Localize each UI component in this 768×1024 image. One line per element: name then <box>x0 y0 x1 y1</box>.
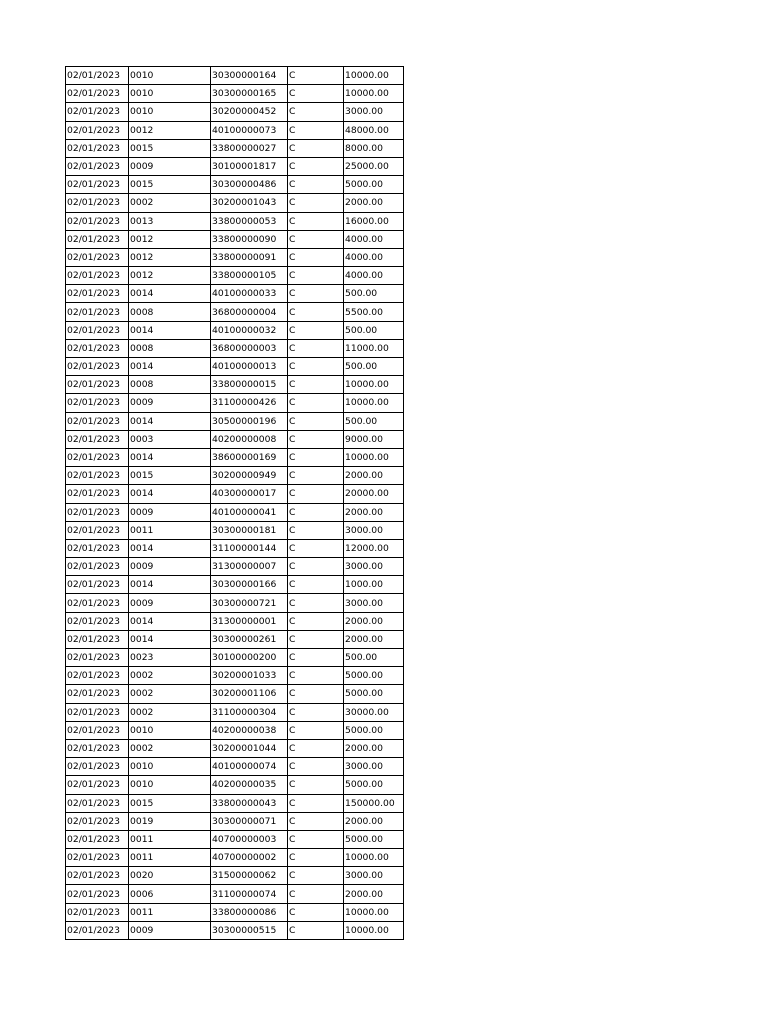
type-cell: C <box>288 576 344 594</box>
type-cell: C <box>288 521 344 539</box>
date-cell: 02/01/2023 <box>66 303 129 321</box>
table-row <box>66 430 404 448</box>
branch-code-cell: 0010 <box>129 721 211 739</box>
branch-code-cell: 0015 <box>129 176 211 194</box>
type-cell: C <box>288 103 344 121</box>
branch-code-cell: 0008 <box>129 303 211 321</box>
branch-code-cell: 0002 <box>129 194 211 212</box>
type-cell: C <box>288 776 344 794</box>
table-row <box>66 885 404 903</box>
date-cell: 02/01/2023 <box>66 376 129 394</box>
account-number-cell: 30300000164 <box>211 67 288 85</box>
table-row <box>66 739 404 757</box>
account-number-cell: 30200000452 <box>211 103 288 121</box>
amount-cell: 8000.00 <box>344 139 404 157</box>
branch-code-cell: 0002 <box>129 667 211 685</box>
account-number-cell: 31100000304 <box>211 703 288 721</box>
table-row <box>66 321 404 339</box>
type-cell: C <box>288 212 344 230</box>
type-cell: C <box>288 867 344 885</box>
table-row <box>66 558 404 576</box>
table-row <box>66 467 404 485</box>
type-cell: C <box>288 649 344 667</box>
table-row <box>66 121 404 139</box>
date-cell: 02/01/2023 <box>66 394 129 412</box>
type-cell: C <box>288 685 344 703</box>
account-number-cell: 30300000165 <box>211 85 288 103</box>
amount-cell: 10000.00 <box>344 67 404 85</box>
account-number-cell: 30300000181 <box>211 521 288 539</box>
amount-cell: 3000.00 <box>344 103 404 121</box>
account-number-cell: 40100000041 <box>211 503 288 521</box>
date-cell: 02/01/2023 <box>66 121 129 139</box>
branch-code-cell: 0011 <box>129 830 211 848</box>
type-cell: C <box>288 230 344 248</box>
table-row <box>66 485 404 503</box>
amount-cell: 5000.00 <box>344 830 404 848</box>
amount-cell: 500.00 <box>344 285 404 303</box>
account-number-cell: 38600000169 <box>211 448 288 466</box>
table-row <box>66 339 404 357</box>
type-cell: C <box>288 558 344 576</box>
amount-cell: 5000.00 <box>344 685 404 703</box>
branch-code-cell: 0008 <box>129 339 211 357</box>
branch-code-cell: 0014 <box>129 485 211 503</box>
type-cell: C <box>288 139 344 157</box>
table-row <box>66 358 404 376</box>
date-cell: 02/01/2023 <box>66 212 129 230</box>
amount-cell: 10000.00 <box>344 376 404 394</box>
date-cell: 02/01/2023 <box>66 612 129 630</box>
branch-code-cell: 0009 <box>129 394 211 412</box>
branch-code-cell: 0014 <box>129 448 211 466</box>
account-number-cell: 33800000027 <box>211 139 288 157</box>
account-number-cell: 30100000200 <box>211 649 288 667</box>
table-row <box>66 412 404 430</box>
table-row <box>66 448 404 466</box>
date-cell: 02/01/2023 <box>66 703 129 721</box>
account-number-cell: 33800000091 <box>211 248 288 266</box>
amount-cell: 10000.00 <box>344 448 404 466</box>
account-number-cell: 40200000038 <box>211 721 288 739</box>
type-cell: C <box>288 157 344 175</box>
type-cell: C <box>288 503 344 521</box>
amount-cell: 5000.00 <box>344 776 404 794</box>
date-cell: 02/01/2023 <box>66 830 129 848</box>
branch-code-cell: 0014 <box>129 285 211 303</box>
branch-code-cell: 0020 <box>129 867 211 885</box>
type-cell: C <box>288 121 344 139</box>
type-cell: C <box>288 812 344 830</box>
branch-code-cell: 0010 <box>129 758 211 776</box>
type-cell: C <box>288 412 344 430</box>
amount-cell: 4000.00 <box>344 267 404 285</box>
date-cell: 02/01/2023 <box>66 230 129 248</box>
table-row <box>66 103 404 121</box>
type-cell: C <box>288 430 344 448</box>
branch-code-cell: 0010 <box>129 776 211 794</box>
type-cell: C <box>288 794 344 812</box>
account-number-cell: 36800000004 <box>211 303 288 321</box>
table-row <box>66 685 404 703</box>
amount-cell: 2000.00 <box>344 194 404 212</box>
amount-cell: 4000.00 <box>344 230 404 248</box>
table-row <box>66 903 404 921</box>
date-cell: 02/01/2023 <box>66 776 129 794</box>
date-cell: 02/01/2023 <box>66 485 129 503</box>
branch-code-cell: 0006 <box>129 885 211 903</box>
amount-cell: 10000.00 <box>344 921 404 939</box>
account-number-cell: 40100000032 <box>211 321 288 339</box>
date-cell: 02/01/2023 <box>66 358 129 376</box>
account-number-cell: 31100000074 <box>211 885 288 903</box>
branch-code-cell: 0014 <box>129 612 211 630</box>
amount-cell: 10000.00 <box>344 85 404 103</box>
amount-cell: 48000.00 <box>344 121 404 139</box>
amount-cell: 10000.00 <box>344 903 404 921</box>
date-cell: 02/01/2023 <box>66 430 129 448</box>
account-number-cell: 30300000261 <box>211 630 288 648</box>
account-number-cell: 30200001043 <box>211 194 288 212</box>
date-cell: 02/01/2023 <box>66 903 129 921</box>
table-row <box>66 521 404 539</box>
table-row <box>66 503 404 521</box>
type-cell: C <box>288 358 344 376</box>
amount-cell: 5000.00 <box>344 721 404 739</box>
amount-cell: 2000.00 <box>344 812 404 830</box>
table-row <box>66 758 404 776</box>
type-cell: C <box>288 630 344 648</box>
amount-cell: 4000.00 <box>344 248 404 266</box>
date-cell: 02/01/2023 <box>66 576 129 594</box>
branch-code-cell: 0012 <box>129 230 211 248</box>
date-cell: 02/01/2023 <box>66 285 129 303</box>
table-row <box>66 85 404 103</box>
date-cell: 02/01/2023 <box>66 321 129 339</box>
branch-code-cell: 0002 <box>129 739 211 757</box>
account-number-cell: 33800000086 <box>211 903 288 921</box>
account-number-cell: 36800000003 <box>211 339 288 357</box>
account-number-cell: 30300000166 <box>211 576 288 594</box>
date-cell: 02/01/2023 <box>66 594 129 612</box>
date-cell: 02/01/2023 <box>66 667 129 685</box>
date-cell: 02/01/2023 <box>66 539 129 557</box>
type-cell: C <box>288 67 344 85</box>
type-cell: C <box>288 194 344 212</box>
branch-code-cell: 0014 <box>129 321 211 339</box>
table-row <box>66 594 404 612</box>
branch-code-cell: 0011 <box>129 521 211 539</box>
branch-code-cell: 0012 <box>129 121 211 139</box>
table-row <box>66 703 404 721</box>
type-cell: C <box>288 921 344 939</box>
amount-cell: 10000.00 <box>344 849 404 867</box>
date-cell: 02/01/2023 <box>66 176 129 194</box>
table-row <box>66 830 404 848</box>
account-number-cell: 30200000949 <box>211 467 288 485</box>
branch-code-cell: 0019 <box>129 812 211 830</box>
table-row <box>66 176 404 194</box>
type-cell: C <box>288 849 344 867</box>
amount-cell: 12000.00 <box>344 539 404 557</box>
amount-cell: 3000.00 <box>344 758 404 776</box>
table-row <box>66 849 404 867</box>
transactions-table-body <box>66 67 404 940</box>
date-cell: 02/01/2023 <box>66 794 129 812</box>
branch-code-cell: 0014 <box>129 358 211 376</box>
account-number-cell: 31100000426 <box>211 394 288 412</box>
branch-code-cell: 0015 <box>129 794 211 812</box>
branch-code-cell: 0009 <box>129 921 211 939</box>
amount-cell: 150000.00 <box>344 794 404 812</box>
account-number-cell: 30300000071 <box>211 812 288 830</box>
table-row <box>66 212 404 230</box>
type-cell: C <box>288 267 344 285</box>
amount-cell: 3000.00 <box>344 594 404 612</box>
amount-cell: 500.00 <box>344 358 404 376</box>
table-row <box>66 157 404 175</box>
account-number-cell: 40700000002 <box>211 849 288 867</box>
account-number-cell: 40300000017 <box>211 485 288 503</box>
branch-code-cell: 0012 <box>129 267 211 285</box>
type-cell: C <box>288 321 344 339</box>
amount-cell: 500.00 <box>344 649 404 667</box>
date-cell: 02/01/2023 <box>66 812 129 830</box>
date-cell: 02/01/2023 <box>66 685 129 703</box>
amount-cell: 1000.00 <box>344 576 404 594</box>
transactions-table <box>65 66 404 940</box>
date-cell: 02/01/2023 <box>66 521 129 539</box>
amount-cell: 30000.00 <box>344 703 404 721</box>
type-cell: C <box>288 903 344 921</box>
type-cell: C <box>288 376 344 394</box>
amount-cell: 20000.00 <box>344 485 404 503</box>
account-number-cell: 40700000003 <box>211 830 288 848</box>
branch-code-cell: 0015 <box>129 467 211 485</box>
date-cell: 02/01/2023 <box>66 339 129 357</box>
table-row <box>66 612 404 630</box>
account-number-cell: 40100000073 <box>211 121 288 139</box>
branch-code-cell: 0003 <box>129 430 211 448</box>
branch-code-cell: 0014 <box>129 412 211 430</box>
branch-code-cell: 0014 <box>129 539 211 557</box>
table-row <box>66 194 404 212</box>
type-cell: C <box>288 248 344 266</box>
branch-code-cell: 0023 <box>129 649 211 667</box>
amount-cell: 5500.00 <box>344 303 404 321</box>
date-cell: 02/01/2023 <box>66 558 129 576</box>
date-cell: 02/01/2023 <box>66 503 129 521</box>
branch-code-cell: 0010 <box>129 67 211 85</box>
account-number-cell: 30500000196 <box>211 412 288 430</box>
account-number-cell: 33800000053 <box>211 212 288 230</box>
date-cell: 02/01/2023 <box>66 194 129 212</box>
account-number-cell: 33800000043 <box>211 794 288 812</box>
amount-cell: 2000.00 <box>344 467 404 485</box>
date-cell: 02/01/2023 <box>66 885 129 903</box>
amount-cell: 9000.00 <box>344 430 404 448</box>
date-cell: 02/01/2023 <box>66 267 129 285</box>
amount-cell: 3000.00 <box>344 867 404 885</box>
amount-cell: 11000.00 <box>344 339 404 357</box>
account-number-cell: 31500000062 <box>211 867 288 885</box>
date-cell: 02/01/2023 <box>66 721 129 739</box>
amount-cell: 2000.00 <box>344 885 404 903</box>
table-row <box>66 921 404 939</box>
type-cell: C <box>288 721 344 739</box>
branch-code-cell: 0012 <box>129 248 211 266</box>
type-cell: C <box>288 448 344 466</box>
account-number-cell: 30200001106 <box>211 685 288 703</box>
amount-cell: 3000.00 <box>344 558 404 576</box>
type-cell: C <box>288 339 344 357</box>
amount-cell: 2000.00 <box>344 630 404 648</box>
date-cell: 02/01/2023 <box>66 248 129 266</box>
type-cell: C <box>288 539 344 557</box>
date-cell: 02/01/2023 <box>66 739 129 757</box>
table-row <box>66 812 404 830</box>
type-cell: C <box>288 703 344 721</box>
amount-cell: 25000.00 <box>344 157 404 175</box>
branch-code-cell: 0009 <box>129 503 211 521</box>
type-cell: C <box>288 467 344 485</box>
type-cell: C <box>288 285 344 303</box>
account-number-cell: 40200000035 <box>211 776 288 794</box>
table-row <box>66 776 404 794</box>
branch-code-cell: 0010 <box>129 85 211 103</box>
account-number-cell: 40100000033 <box>211 285 288 303</box>
type-cell: C <box>288 830 344 848</box>
table-row <box>66 139 404 157</box>
account-number-cell: 33800000105 <box>211 267 288 285</box>
type-cell: C <box>288 594 344 612</box>
table-row <box>66 649 404 667</box>
date-cell: 02/01/2023 <box>66 157 129 175</box>
amount-cell: 5000.00 <box>344 176 404 194</box>
type-cell: C <box>288 485 344 503</box>
date-cell: 02/01/2023 <box>66 758 129 776</box>
branch-code-cell: 0009 <box>129 558 211 576</box>
account-number-cell: 31100000144 <box>211 539 288 557</box>
branch-code-cell: 0014 <box>129 630 211 648</box>
type-cell: C <box>288 885 344 903</box>
branch-code-cell: 0002 <box>129 685 211 703</box>
table-row <box>66 576 404 594</box>
account-number-cell: 40200000008 <box>211 430 288 448</box>
table-row <box>66 721 404 739</box>
account-number-cell: 40100000013 <box>211 358 288 376</box>
account-number-cell: 30200001044 <box>211 739 288 757</box>
date-cell: 02/01/2023 <box>66 467 129 485</box>
table-row <box>66 67 404 85</box>
type-cell: C <box>288 612 344 630</box>
table-row <box>66 539 404 557</box>
date-cell: 02/01/2023 <box>66 649 129 667</box>
type-cell: C <box>288 739 344 757</box>
table-row <box>66 630 404 648</box>
amount-cell: 2000.00 <box>344 503 404 521</box>
table-row <box>66 248 404 266</box>
date-cell: 02/01/2023 <box>66 85 129 103</box>
table-row <box>66 794 404 812</box>
table-row <box>66 267 404 285</box>
date-cell: 02/01/2023 <box>66 412 129 430</box>
amount-cell: 500.00 <box>344 412 404 430</box>
type-cell: C <box>288 758 344 776</box>
date-cell: 02/01/2023 <box>66 67 129 85</box>
table-row <box>66 667 404 685</box>
account-number-cell: 30300000486 <box>211 176 288 194</box>
branch-code-cell: 0010 <box>129 103 211 121</box>
account-number-cell: 40100000074 <box>211 758 288 776</box>
branch-code-cell: 0015 <box>129 139 211 157</box>
table-row <box>66 394 404 412</box>
type-cell: C <box>288 85 344 103</box>
amount-cell: 16000.00 <box>344 212 404 230</box>
account-number-cell: 30200001033 <box>211 667 288 685</box>
amount-cell: 2000.00 <box>344 612 404 630</box>
account-number-cell: 30300000515 <box>211 921 288 939</box>
amount-cell: 500.00 <box>344 321 404 339</box>
amount-cell: 10000.00 <box>344 394 404 412</box>
date-cell: 02/01/2023 <box>66 630 129 648</box>
branch-code-cell: 0014 <box>129 576 211 594</box>
branch-code-cell: 0011 <box>129 903 211 921</box>
account-number-cell: 33800000015 <box>211 376 288 394</box>
table-row <box>66 376 404 394</box>
account-number-cell: 30100001817 <box>211 157 288 175</box>
branch-code-cell: 0002 <box>129 703 211 721</box>
date-cell: 02/01/2023 <box>66 921 129 939</box>
date-cell: 02/01/2023 <box>66 867 129 885</box>
table-row <box>66 303 404 321</box>
branch-code-cell: 0011 <box>129 849 211 867</box>
account-number-cell: 31300000001 <box>211 612 288 630</box>
table-row <box>66 867 404 885</box>
branch-code-cell: 0013 <box>129 212 211 230</box>
branch-code-cell: 0008 <box>129 376 211 394</box>
type-cell: C <box>288 667 344 685</box>
amount-cell: 2000.00 <box>344 739 404 757</box>
amount-cell: 5000.00 <box>344 667 404 685</box>
date-cell: 02/01/2023 <box>66 849 129 867</box>
date-cell: 02/01/2023 <box>66 103 129 121</box>
branch-code-cell: 0009 <box>129 594 211 612</box>
date-cell: 02/01/2023 <box>66 448 129 466</box>
amount-cell: 3000.00 <box>344 521 404 539</box>
branch-code-cell: 0009 <box>129 157 211 175</box>
account-number-cell: 31300000007 <box>211 558 288 576</box>
type-cell: C <box>288 303 344 321</box>
account-number-cell: 30300000721 <box>211 594 288 612</box>
date-cell: 02/01/2023 <box>66 139 129 157</box>
type-cell: C <box>288 176 344 194</box>
type-cell: C <box>288 394 344 412</box>
table-row <box>66 285 404 303</box>
table-row <box>66 230 404 248</box>
account-number-cell: 33800000090 <box>211 230 288 248</box>
